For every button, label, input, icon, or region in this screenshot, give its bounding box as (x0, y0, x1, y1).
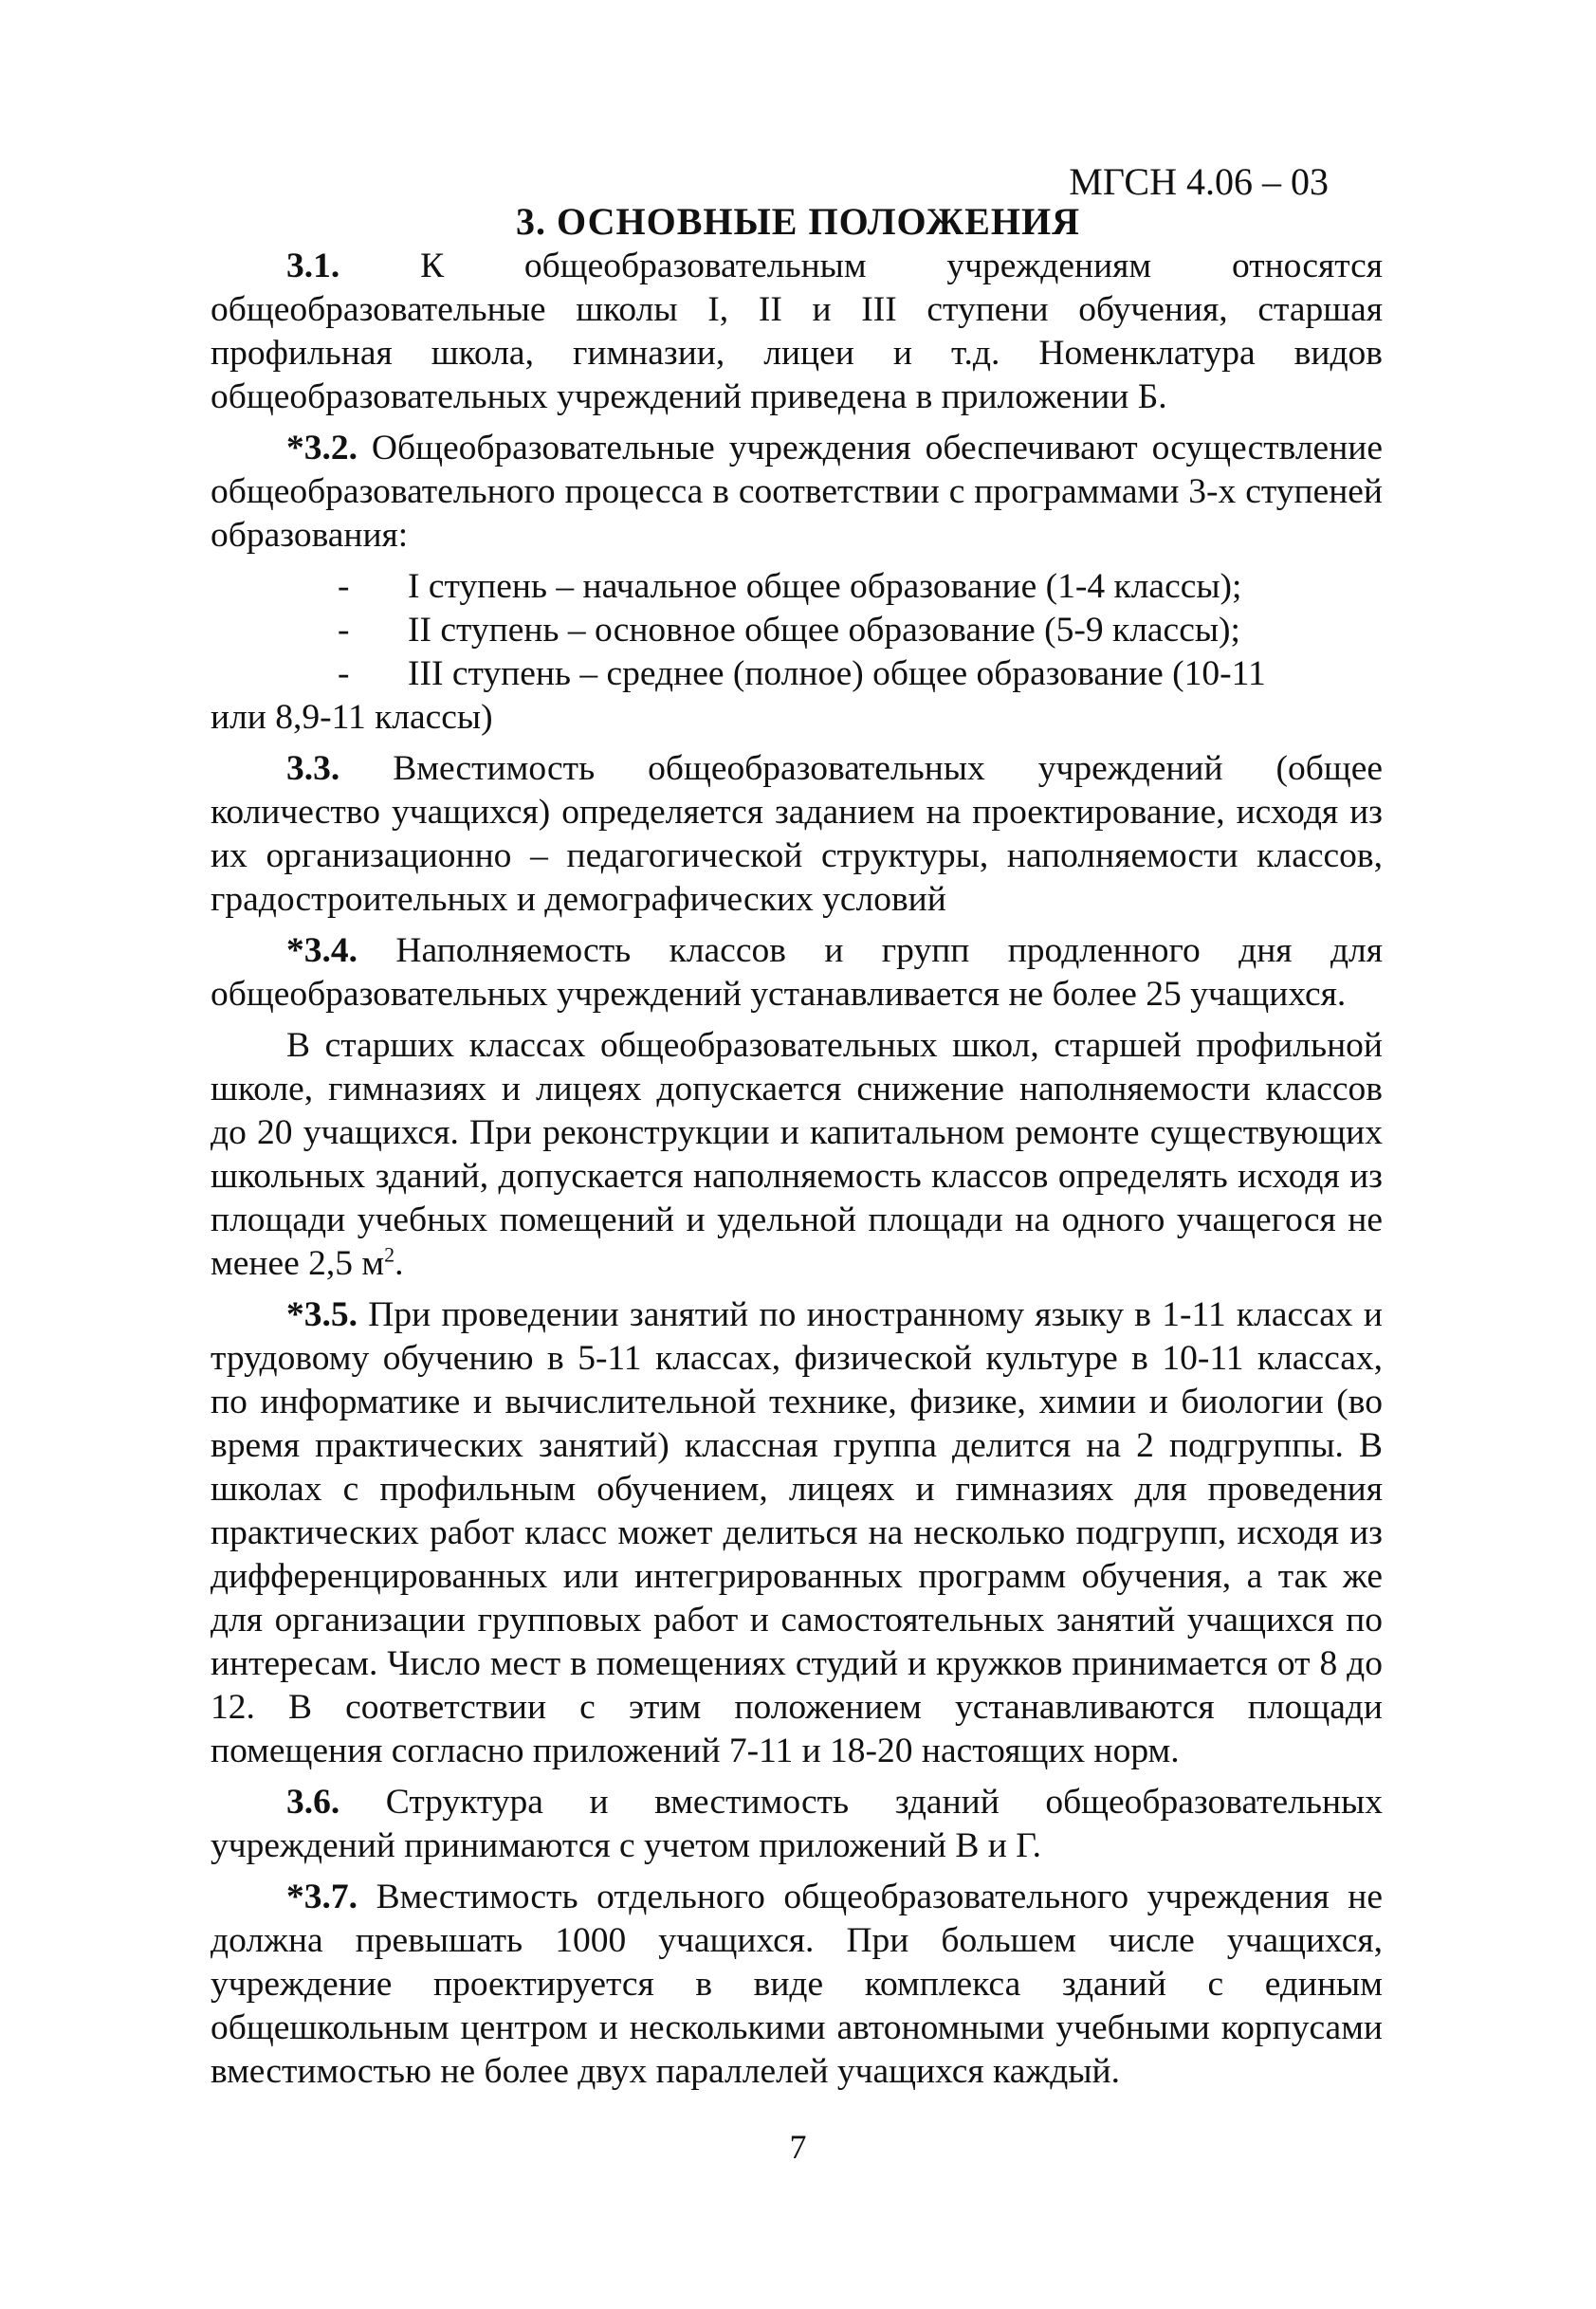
clause-text: При проведении занятий по иностранному языку в 1-11 классах и трудовому обучению в 5-11 классах, физической культуре в 10-11 классах, по информатике и вычислительной технике, физике, химии и биологии (во время практических занятий) классная группа делится на 2 подгруппы. В школах с профильным обучением, лицеях и гимназиях для проведения практических работ класс может делиться на несколько подгрупп, исходя из дифференцированных или интегрированных программ обучения, а так же для организации групповых работ и самостоятельных занятий учащихся по интересам. Число мест в помещениях студий и кружков принимается от 8 до 12. В соответствии с этим положением устанавливаются площади помещения согласно приложений 7-11 и 18-20 настоящих норм. (211, 1295, 1383, 1770)
list-dash: - (338, 654, 350, 693)
list-item-continuation: или 8,9-11 классы) (211, 698, 493, 737)
document-code: МГСН 4.06 – 03 (1069, 160, 1329, 203)
clause-text: Вместимость отдельного общеобразовательного учреждения не должна превышать 1000 учащихся. При большем числе учащихся, учреждение проектируется в виде комплекса зданий с единым общешкольным центром и несколькими автономными учебными корпусами вместимостью не более двух параллелей учащихся каждый. (211, 1878, 1383, 2091)
clause-text: Общеобразовательные учреждения обеспечивают осуществление общеобразовательного процесса в соответствии с программами 3-х ступеней образования: (211, 429, 1383, 555)
superscript: 2 (384, 1242, 395, 1267)
section-title: 3. ОСНОВНЫЕ ПОЛОЖЕНИЯ (516, 200, 1080, 243)
clause-3-5 (211, 1293, 1383, 1773)
body-text (211, 245, 1383, 2101)
list-item-text: III ступень – среднее (полное) общее образование (10-11 (408, 654, 1266, 693)
clause-number: *3.4. (286, 931, 358, 970)
list-item-text: I ступень – начальное общее образование (1-4 классы); (408, 567, 1242, 606)
clause-number: 3.3. (286, 749, 340, 788)
clause-number: *3.5. (286, 1295, 358, 1334)
page-number: 7 (789, 2128, 807, 2166)
list-item (211, 565, 1383, 609)
clause-3-4-paragraph-2 (211, 1024, 1383, 1286)
clause-text: К общеобразовательным учреждениям относятся общеобразовательные школы I, II и III ступени обучения, старшая профильная школа, гимназии, лицеи и т.д. Номенклатура видов общеобразовательных учреждений приведена в приложении Б. (211, 247, 1383, 416)
clause-number: 3.1. (286, 247, 340, 285)
list-item-text: II ступень – основное общее образование (5-9 классы); (408, 611, 1240, 650)
clause-3-1 (211, 245, 1383, 419)
clause-number: *3.2. (286, 429, 358, 467)
clause-number: 3.6. (286, 1783, 340, 1822)
clause-text: Структура и вместимость зданий общеобразовательных учреждений принимаются с учетом приложений В и Г. (211, 1783, 1383, 1865)
list-item (211, 609, 1383, 652)
clause-text-end: . (394, 1244, 404, 1283)
clause-3-4 (211, 929, 1383, 1017)
clause-text: В старших классах общеобразовательных школ, старшей профильной школе, гимназиях и лицеях допускается снижение наполняемости классов до 20 учащихся. При реконструкции и капитальном ремонте существующих школьных зданий, допускается наполняемость классов определять исходя из площади учебных помещений и удельной площади на одного учащегося не менее 2,5 м (211, 1026, 1383, 1283)
clause-3-3 (211, 747, 1383, 922)
clause-3-6 (211, 1781, 1383, 1868)
clause-3-2 (211, 427, 1383, 558)
clause-text: Наполняемость классов и групп продленного дня для общеобразовательных учреждений устанавливается не более 25 учащихся. (211, 931, 1383, 1014)
list-item (211, 652, 1383, 740)
list-dash: - (338, 567, 350, 606)
clause-text: Вместимость общеобразовательных учреждений (общее количество учащихся) определяется заданием на проектирование, исходя из их организационно – педагогической структуры, наполняемости классов, градостроительных и демографических условий (211, 749, 1383, 919)
clause-number: *3.7. (286, 1878, 358, 1916)
list-dash: - (338, 611, 350, 650)
clause-3-7 (211, 1876, 1383, 2094)
